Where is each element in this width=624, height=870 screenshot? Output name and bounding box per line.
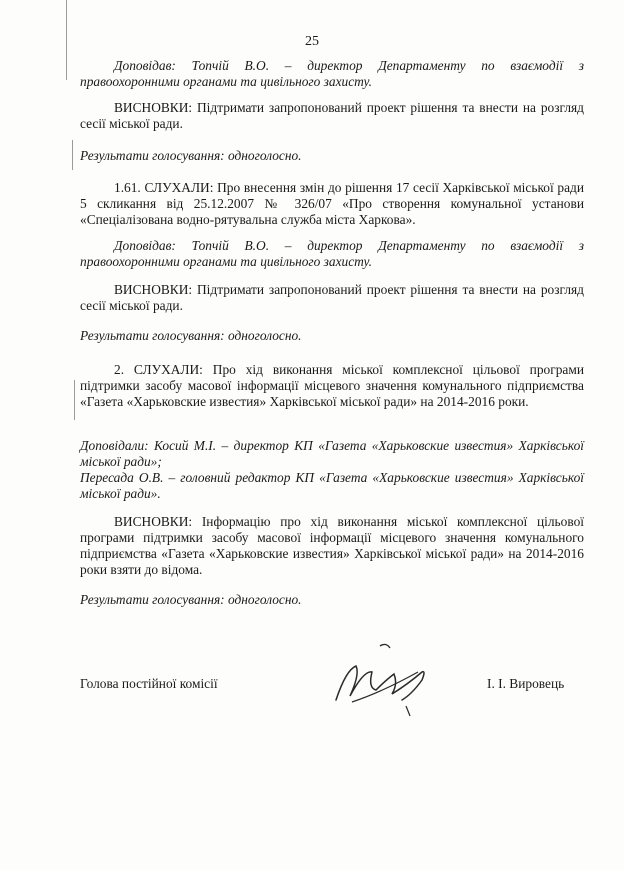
heard-item: 1.61. СЛУХАЛИ: Про внесення змін до рішення 17 сесії Харківської міської ради 5 скликання від 25.12.2007 № 326/07 «Про створення комунальної установи «Спеціалізована водно-рятувальна служба міста Харкова».	[80, 180, 584, 227]
scan-margin-line	[74, 380, 75, 420]
conclusion-text: ВИСНОВКИ: Підтримати запропонований проект рішення та внести на розгляд сесії міської ради.	[80, 100, 584, 131]
reporter-text: Доповідав: Топчій В.О. – директор Департаменту по взаємодії з правоохоронними органами та цивільного захисту.	[80, 238, 584, 269]
signatory-name: І. І. Вировець	[487, 676, 565, 691]
conclusion-text: ВИСНОВКИ: Підтримати запропонований проект рішення та внести на розгляд сесії міської ради.	[80, 282, 584, 313]
scan-margin-line	[72, 140, 73, 170]
heard-item: 2. СЛУХАЛИ: Про хід виконання міської комплексної цільової програми підтримки засобу масової інформації місцевого значення комунального підприємства «Газета «Харьковские известия» Харківської міської ради» на 2014-2016 роки.	[80, 362, 584, 409]
reporter-text: Доповідав: Топчій В.О. – директор Департаменту по взаємодії з правоохоронними органами та цивільного захисту.	[80, 58, 584, 89]
reporter-text: Доповідали: Косий М.І. – директор КП «Газета «Харьковские известия» Харківської міської ради»;	[80, 438, 584, 469]
vote-result: Результати голосування: одноголосно.	[80, 592, 302, 607]
handwritten-signature	[322, 640, 452, 720]
page-number: 25	[305, 34, 319, 49]
vote-result: Результати голосування: одноголосно.	[80, 328, 302, 343]
reporter-text: Пересада О.В. – головний редактор КП «Газета «Харьковские известия» Харківської міської ради».	[80, 470, 584, 501]
signature-title: Голова постійної комісії	[80, 676, 218, 691]
conclusion-text: ВИСНОВКИ: Інформацію про хід виконання міської комплексної цільової програми підтримки засобу масової інформації місцевого значення комунального підприємства «Газета «Харьковские известия» Харківської міської ради» на 2014-2016 роки взяти до відома.	[80, 514, 584, 577]
vote-result: Результати голосування: одноголосно.	[80, 148, 302, 163]
